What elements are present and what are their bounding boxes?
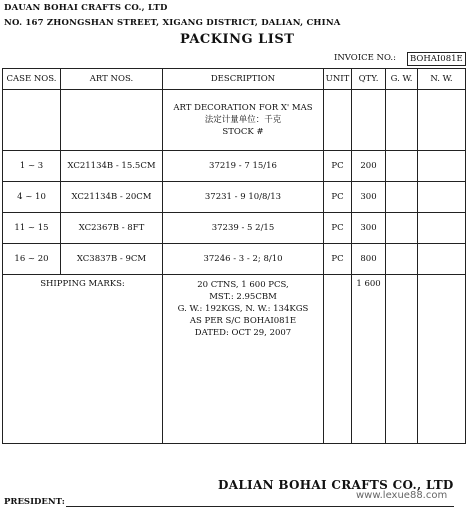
total-qty: 1 600 <box>352 275 386 444</box>
watermark: www.lexue88.com <box>356 490 448 501</box>
shipping-marks-row <box>3 275 466 444</box>
page-title: PACKING LIST <box>180 32 295 47</box>
col-qty: QTY. <box>352 69 386 90</box>
description-cell: 37219 - 7 15/16 <box>163 151 324 182</box>
unit-cell: PC <box>324 151 352 182</box>
shipping-line: 20 CTNS, 1 600 PCS, <box>197 280 289 290</box>
shipping-line: DATED: OCT 29, 2007 <box>194 328 292 338</box>
footer-company-name: DALIAN BOHAI CRAFTS CO., LTD <box>218 478 454 492</box>
qty-cell: 200 <box>352 151 386 182</box>
case-nos-cell: 11 ~ 15 <box>3 213 61 244</box>
company-address: NO. 167 ZHONGSHAN STREET, XIGANG DISTRICT, DALIAN, CHINA <box>4 18 341 28</box>
table-row <box>3 213 466 244</box>
signature-line <box>66 506 454 507</box>
table-row <box>3 90 466 151</box>
art-nos-cell: XC21134B - 20CM <box>61 182 163 213</box>
qty-cell: 800 <box>352 244 386 275</box>
table-row <box>3 182 466 213</box>
stock-line: ART DECORATION FOR X' MAS <box>173 103 313 113</box>
col-gross-weight: G. W. <box>386 69 418 90</box>
shipping-line: G. W.: 192KGS, N. W.: 134KGS <box>177 304 309 314</box>
president-label: PRESIDENT: <box>4 497 65 507</box>
stock-line: 法定计量单位：千克 <box>204 115 282 125</box>
shipping-line: MST.: 2.95CBM <box>209 292 277 302</box>
art-nos-cell: XC2367B - 8FT <box>61 213 163 244</box>
table-header-row <box>3 69 466 90</box>
col-case-nos: CASE NOS. <box>3 69 61 90</box>
table-row <box>3 151 466 182</box>
qty-cell: 300 <box>352 182 386 213</box>
col-net-weight: N. W. <box>418 69 466 90</box>
unit-cell: PC <box>324 213 352 244</box>
stock-line: STOCK # <box>222 127 264 137</box>
company-name: DAUAN BOHAI CRAFTS CO., LTD <box>4 3 168 13</box>
col-art-nos: ART NOS. <box>61 69 163 90</box>
case-nos-cell: 1 ~ 3 <box>3 151 61 182</box>
invoice-label: INVOICE NO.: <box>334 53 396 63</box>
shipping-marks-label: SHIPPING MARKS: <box>3 275 163 444</box>
description-cell: 37239 - 5 2/15 <box>163 213 324 244</box>
description-cell: 37231 - 9 10/8/13 <box>163 182 324 213</box>
unit-cell: PC <box>324 244 352 275</box>
table-row <box>3 244 466 275</box>
art-nos-cell: XC3837B - 9CM <box>61 244 163 275</box>
stock-description <box>163 90 324 151</box>
packing-table <box>2 68 466 444</box>
unit-cell: PC <box>324 182 352 213</box>
col-description: DESCRIPTION <box>163 69 324 90</box>
col-unit: UNIT <box>324 69 352 90</box>
shipping-details <box>163 275 324 444</box>
description-cell: 37246 - 3 - 2; 8/10 <box>163 244 324 275</box>
shipping-line: AS PER S/C BOHAI081E <box>189 316 297 326</box>
case-nos-cell: 4 ~ 10 <box>3 182 61 213</box>
case-nos-cell: 16 ~ 20 <box>3 244 61 275</box>
art-nos-cell: XC21134B - 15.5CM <box>61 151 163 182</box>
invoice-number: BOHAI081E <box>407 52 466 66</box>
qty-cell: 300 <box>352 213 386 244</box>
